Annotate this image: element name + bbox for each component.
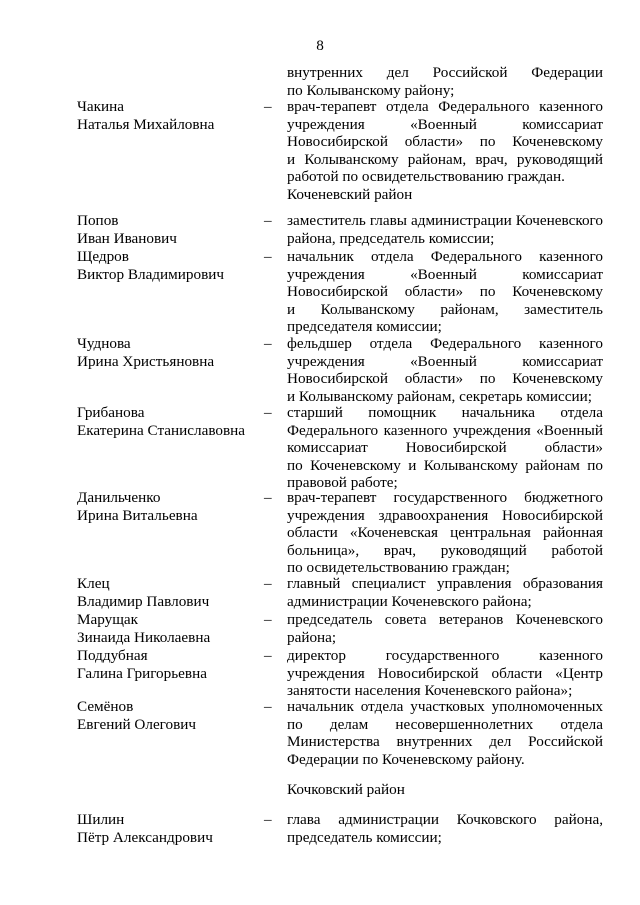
dash-separator: –	[264, 489, 272, 506]
position-line: Новосибирской области» по Коченевскому	[287, 133, 603, 151]
member-surname: Марущак	[77, 611, 139, 628]
position-line: по Коченевскому и Колыванскому районам по	[287, 456, 603, 474]
position-line: и Колыванскому районам, секретарь комиссии;	[287, 387, 592, 405]
member-name	[77, 811, 262, 846]
position-line: заместитель главы администрации Коченевского	[287, 212, 603, 229]
member-given-names: Ирина Христьяновна	[77, 352, 215, 370]
member-surname: Клец	[77, 575, 110, 592]
position-line: учреждения «Военный комиссариат	[287, 115, 603, 133]
position-line: и Колыванскому районам, заместитель	[287, 300, 603, 318]
position-line: Министерства внутренних дел Российской	[287, 733, 603, 751]
position-line: по Колыванскому району;	[287, 81, 455, 99]
position-line: учреждения «Военный комиссариат	[287, 352, 603, 370]
position-line: области «Коченевская центральная районная	[287, 524, 603, 542]
position-line: Новосибирской области» по Коченевскому	[287, 370, 603, 388]
position-line: старший помощник начальника отдела	[287, 404, 603, 421]
member-given-names: Евгений Олегович	[77, 715, 197, 733]
dash-separator: –	[264, 698, 272, 715]
member-surname: Попов	[77, 212, 119, 229]
dash-separator: –	[264, 647, 272, 664]
position-line: начальник отдела Федерального казенного	[287, 248, 603, 265]
member-surname: Данильченко	[77, 489, 161, 506]
member-name	[77, 335, 262, 370]
position-line: глава администрации Кочковского района,	[287, 811, 603, 828]
position-line: внутренних дел Российской Федерации	[287, 64, 603, 81]
member-position	[287, 611, 603, 646]
position-line: председателя комиссии;	[287, 318, 442, 336]
dash-separator: –	[264, 575, 272, 592]
member-name	[77, 575, 262, 610]
member-given-names: Зинаида Николаевна	[77, 628, 211, 646]
member-position	[287, 64, 603, 99]
position-line: работой по освидетельствованию граждан.	[287, 168, 565, 186]
dash-separator: –	[264, 248, 272, 265]
member-given-names: Владимир Павлович	[77, 592, 210, 610]
position-line: Федерального казенного учреждения «Военный	[287, 421, 603, 439]
member-surname: Семёнов	[77, 698, 134, 715]
member-surname: Щедров	[77, 248, 129, 265]
member-position	[287, 575, 603, 610]
position-line: фельдшер отдела Федерального казенного	[287, 335, 603, 352]
member-surname: Шилин	[77, 811, 125, 828]
position-line: занятости населения Коченевского района»;	[287, 682, 573, 700]
member-position	[287, 811, 603, 846]
member-surname: Чакина	[77, 98, 124, 115]
member-given-names: Иван Иванович	[77, 229, 177, 247]
position-line: Федерации по Коченевскому району.	[287, 750, 525, 768]
member-name	[77, 698, 262, 733]
position-line: начальник отдела участковых уполномоченных	[287, 698, 603, 715]
member-position	[287, 489, 603, 577]
member-position	[287, 335, 603, 405]
member-given-names: Наталья Михайловна	[77, 115, 215, 133]
member-given-names: Екатерина Станиславовна	[77, 421, 246, 439]
position-line: комиссариат Новосибирской области»	[287, 439, 603, 457]
member-surname: Чуднова	[77, 335, 131, 352]
member-name	[77, 98, 262, 133]
position-line: района;	[287, 628, 337, 646]
member-given-names: Виктор Владимирович	[77, 265, 225, 283]
position-line: администрации Коченевского района;	[287, 592, 532, 610]
member-position	[287, 698, 603, 768]
position-line: правовой работе;	[287, 474, 398, 492]
position-line: учреждения Новосибирской области «Центр	[287, 664, 603, 682]
position-line: учреждения «Военный комиссариат	[287, 265, 603, 283]
page-number: 8	[316, 37, 324, 54]
member-name	[77, 489, 262, 524]
position-line: председатель комиссии;	[287, 828, 442, 846]
dash-separator: –	[264, 811, 272, 828]
member-surname: Поддубная	[77, 647, 148, 664]
dash-separator: –	[264, 212, 272, 229]
position-line: врач-терапевт государственного бюджетного	[287, 489, 603, 506]
position-line: Новосибирской области» по Коченевскому	[287, 283, 603, 301]
member-position	[287, 248, 603, 336]
member-given-names: Галина Григорьевна	[77, 664, 207, 682]
dash-separator: –	[264, 98, 272, 115]
member-name	[77, 404, 262, 439]
member-name	[77, 611, 262, 646]
member-position	[287, 647, 603, 700]
position-line: и Колыванскому районам, врач, руководящий	[287, 150, 603, 168]
member-name	[77, 212, 262, 247]
member-given-names: Ирина Витальевна	[77, 506, 198, 524]
member-name	[77, 647, 262, 682]
position-line: по освидетельствованию граждан;	[287, 559, 510, 577]
member-surname: Грибанова	[77, 404, 145, 421]
position-line: врач-терапевт отдела Федерального казенного	[287, 98, 603, 115]
position-line: учреждения здравоохранения Новосибирской	[287, 506, 603, 524]
position-line: главный специалист управления образования	[287, 575, 603, 592]
member-name	[77, 248, 262, 283]
member-position	[287, 404, 603, 492]
dash-separator: –	[264, 611, 272, 628]
district-heading: Кочковский район	[287, 781, 405, 798]
member-position	[287, 98, 603, 186]
dash-separator: –	[264, 335, 272, 352]
member-given-names: Пётр Александрович	[77, 828, 213, 846]
dash-separator: –	[264, 404, 272, 421]
position-line: председатель совета ветеранов Коченевского	[287, 611, 603, 628]
position-line: больница», врач, руководящий работой	[287, 541, 603, 559]
position-line: директор государственного казенного	[287, 647, 603, 664]
position-line: по делам несовершеннолетних отдела	[287, 715, 603, 733]
position-line: района, председатель комиссии;	[287, 229, 495, 247]
district-heading: Коченевский район	[287, 186, 413, 203]
member-position	[287, 212, 603, 247]
